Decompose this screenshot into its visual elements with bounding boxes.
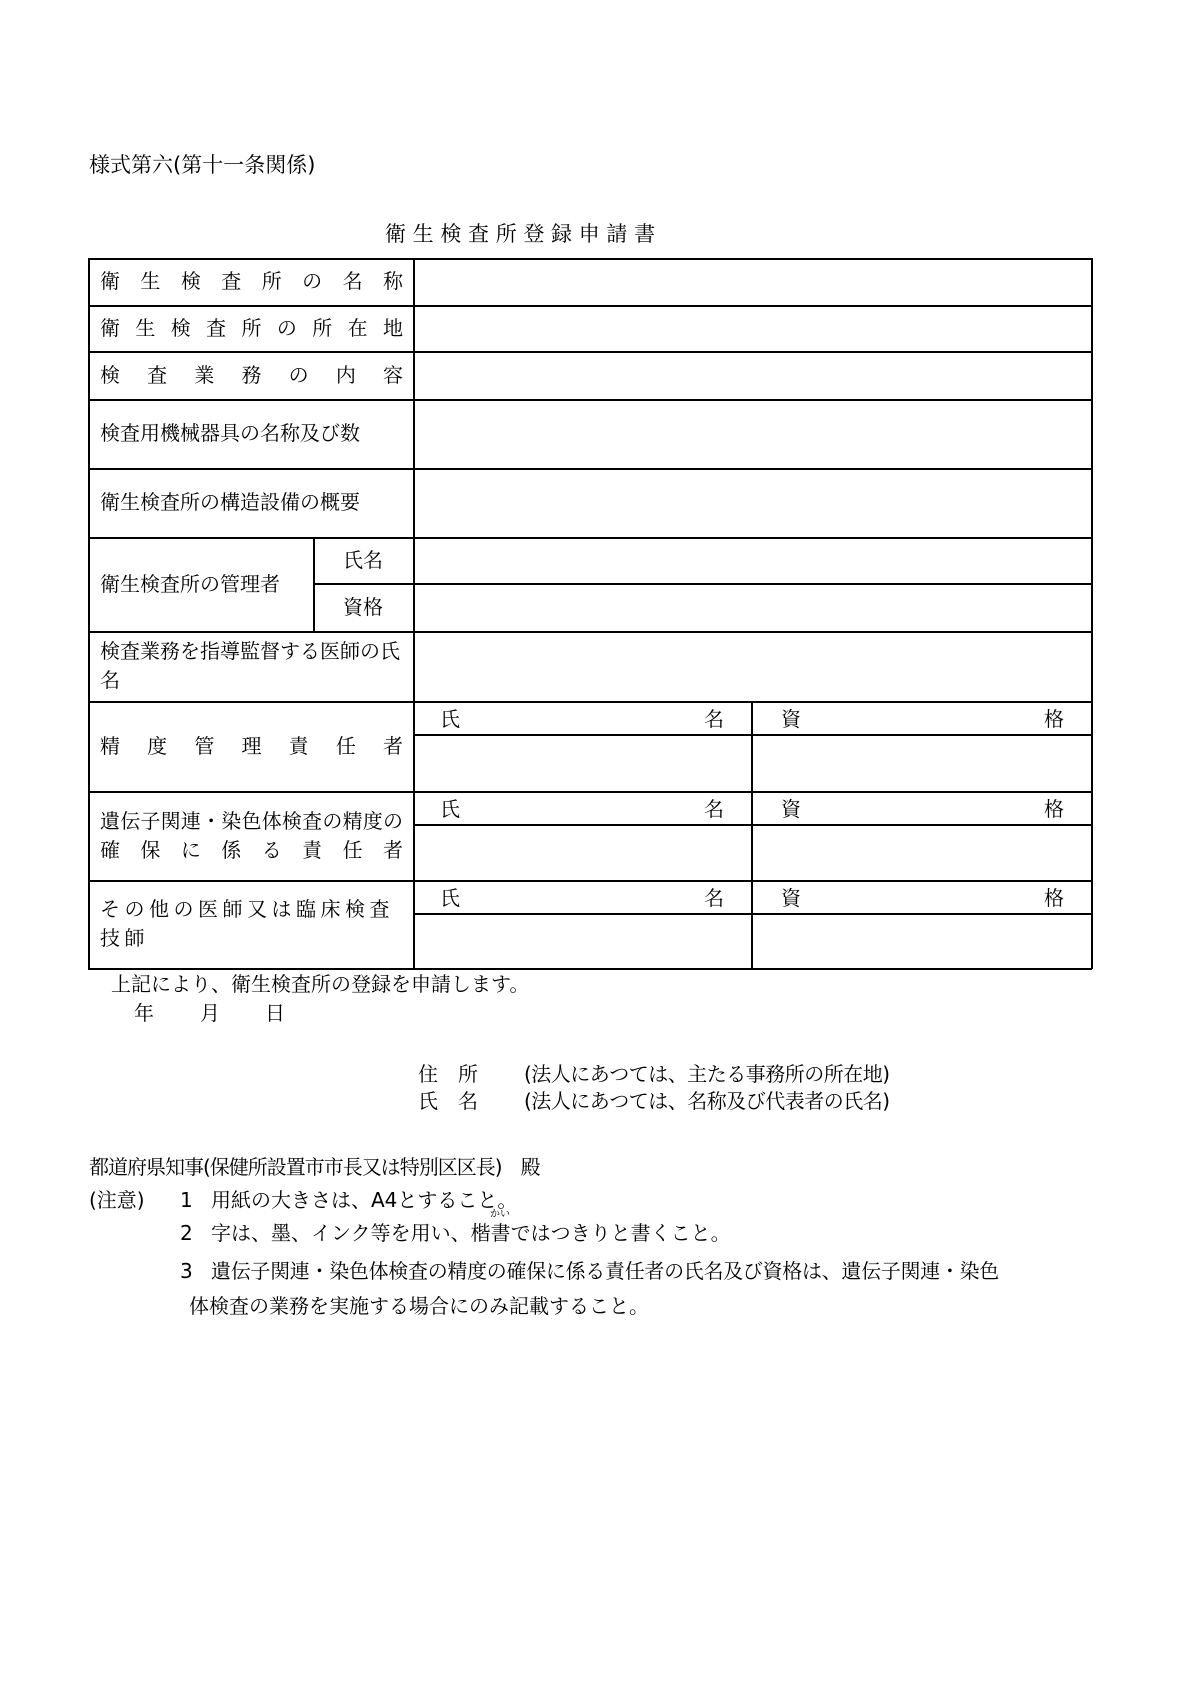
label-accuracy: 精度管理責任者 (100, 733, 403, 758)
label-genetic: 遺伝子関連・染色体検査の精度の確保に係る責任者 (100, 808, 403, 862)
applicant-name-label: 氏 名 (418, 1089, 478, 1113)
notes-label: (注意) (89, 1188, 145, 1212)
note-3-num: 3 (180, 1259, 193, 1283)
label-manager-name: 氏名 (343, 547, 383, 572)
applicant-name-note: (法人にあつては、名称及び代表者の氏名) (524, 1089, 890, 1113)
accuracy-qual-field[interactable] (753, 736, 1089, 790)
page-title: 衛 生 検 査 所 登 録 申 請 書 (385, 222, 656, 246)
others-name-header-b: 名 (704, 886, 724, 910)
label-manager: 衛生検査所の管理者 (100, 571, 280, 596)
label-supervisor: 検査業務を指導監督する医師の氏名 (100, 639, 400, 692)
genetic-name-header-a: 氏 (440, 797, 460, 821)
location-field[interactable] (415, 307, 1090, 350)
declaration: 上記により、衛生検査所の登録を申請します。 (111, 972, 530, 996)
label-manager-qual: 資格 (343, 594, 383, 619)
genetic-name-header-b: 名 (704, 797, 724, 821)
note-3-continued: 体検査の業務を実施する場合にのみ記載すること。 (189, 1294, 649, 1318)
genetic-name-field[interactable] (415, 826, 749, 879)
label-others: その他の医師又は臨床検査技師 (100, 897, 394, 950)
accuracy-name-field[interactable] (415, 736, 749, 790)
note-3-text: 遺伝子関連・染色体検査の精度の確保に係る責任者の氏名及び資格は、遺伝子関連・染色 (211, 1259, 999, 1283)
others-qual-field[interactable] (753, 915, 1089, 967)
date-day: 日 (265, 1001, 285, 1025)
others-qual-header-a: 資 (781, 886, 801, 910)
genetic-qual-header-a: 資 (781, 797, 801, 821)
note-2-ruby: かい (490, 1209, 510, 1220)
label-location: 衛生検査所の所在地 (100, 315, 403, 340)
note-1-num: 1 (180, 1188, 193, 1212)
addressee: 都道府県知事(保健所設置市市長又は特別区区長) 殿 (89, 1155, 540, 1179)
accuracy-qual-header-a: 資 (781, 707, 801, 731)
others-name-header-a: 氏 (440, 886, 460, 910)
genetic-qual-header-b: 格 (1044, 797, 1064, 821)
accuracy-name-header-a: 氏 (440, 707, 460, 731)
note-2-text: 字は、墨、インク等を用い、楷書ではつきりと書くこと。 (211, 1221, 731, 1245)
others-name-field[interactable] (415, 915, 749, 967)
date-month: 月 (200, 1001, 220, 1025)
accuracy-name-header-b: 名 (704, 707, 724, 731)
supervisor-field[interactable] (415, 633, 1090, 700)
label-structure: 衛生検査所の構造設備の概要 (100, 490, 360, 514)
manager-name-field[interactable] (415, 539, 1090, 582)
form-id: 様式第六(第十一条関係) (89, 153, 316, 177)
label-business: 検査業務の内容 (100, 362, 403, 387)
business-field[interactable] (415, 353, 1090, 398)
address-note: (法人にあつては、主たる事務所の所在地) (524, 1062, 890, 1086)
date-year: 年 (134, 1001, 154, 1025)
address-label: 住 所 (418, 1062, 478, 1086)
others-qual-header-b: 格 (1044, 886, 1064, 910)
note-1-text: 用紙の大きさは、A4とすること。 (211, 1188, 518, 1212)
label-equipment: 検査用機械器具の名称及び数 (100, 421, 360, 445)
accuracy-qual-header-b: 格 (1044, 707, 1064, 731)
genetic-qual-field[interactable] (753, 826, 1089, 879)
name-field[interactable] (415, 260, 1090, 304)
manager-qual-field[interactable] (415, 585, 1090, 630)
note-2-num: 2 (180, 1221, 193, 1245)
label-name: 衛生検査所の名称 (100, 269, 403, 293)
equipment-field[interactable] (415, 401, 1090, 467)
structure-field[interactable] (415, 470, 1090, 536)
